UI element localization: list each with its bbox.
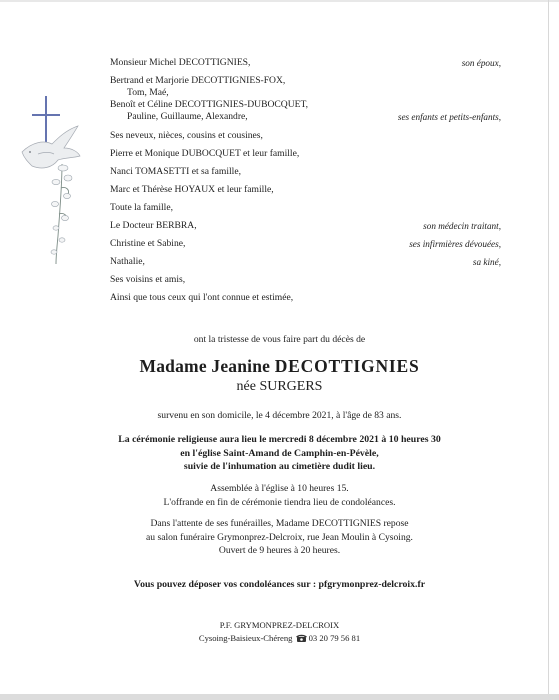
cross-dove-lily-icon — [18, 96, 88, 266]
ceremony-line: suivie de l'inhumation au cimetière dudit lieu. — [183, 461, 376, 472]
family-item: Benoît et Céline DECOTTIGNIES-DUBOCQUET, — [110, 99, 309, 110]
maiden-name: née SURGERS — [236, 379, 323, 394]
role-nurses: ses infirmières dévouées, — [409, 239, 501, 249]
deceased-first-name: Madame Jeanine — [139, 356, 271, 376]
family-item: Ses neveux, nièces, cousins et cousines, — [110, 130, 263, 141]
ceremony-block — [0, 433, 559, 474]
family-item: Pierre et Monique DUBOCQUET et leur famille, — [110, 148, 300, 159]
ceremony-line: La cérémonie religieuse aura lieu le mercredi 8 décembre 2021 à 10 heures 30 — [118, 434, 441, 445]
family-item: Bertrand et Marjorie DECOTTIGNIES-FOX, — [110, 75, 286, 86]
role-spouse: son époux, — [461, 58, 501, 68]
gathering-line: Assemblée à l'église à 10 heures 15. — [210, 483, 349, 494]
funeral-home-line: Dans l'attente de ses funérailles, Madame DECOTTIGNIES repose — [150, 518, 409, 529]
role-physio: sa kiné, — [472, 257, 501, 267]
dove-icon — [22, 126, 80, 168]
family-item: Marc et Thérèse HOYAUX et leur famille, — [110, 184, 274, 195]
death-details: survenu en son domicile, le 4 décembre 2021, à l'âge de 83 ans. — [157, 410, 402, 421]
deceased-surname: DECOTTIGNIES — [274, 356, 420, 376]
family-item: Pauline, Guillaume, Alexandre, — [127, 111, 248, 122]
page-edge-right — [548, 0, 549, 700]
page-edge-top — [0, 0, 559, 2]
family-item: Ses voisins et amis, — [110, 274, 186, 285]
ceremony-line: en l'église Saint-Amand de Camphin-en-Pévèle, — [180, 447, 379, 459]
page-edge-bottom — [0, 694, 559, 700]
family-item: Tom, Maé, — [127, 87, 169, 98]
funeral-home-line: Ouvert de 9 heures à 20 heures. — [218, 545, 341, 556]
company-phone: 03 20 79 56 81 — [308, 633, 361, 643]
company-contact — [0, 632, 559, 645]
condolences-notice: Vous pouvez déposer vos condoléances sur : pfgrymonprez-delcroix.fr — [133, 579, 426, 590]
company-footer — [0, 619, 559, 645]
family-item: Christine et Sabine, — [110, 238, 186, 249]
family-item: Monsieur Michel DECOTTIGNIES, — [110, 57, 251, 68]
family-item: Le Docteur BERBRA, — [110, 220, 197, 231]
company-name: P.F. GRYMONPREZ-DELCROIX — [219, 620, 340, 630]
family-item: Ainsi que tous ceux qui l'ont connue et estimée, — [110, 292, 294, 303]
funeral-home-line: au salon funéraire Grymonprez-Delcroix, rue Jean Moulin à Cysoing. — [146, 531, 413, 543]
deceased-name — [0, 356, 559, 377]
funeral-home-block — [0, 517, 559, 558]
family-item: Toute la famille, — [110, 202, 173, 213]
telephone-icon — [296, 634, 307, 642]
family-item: Nanci TOMASETTI et sa famille, — [110, 166, 241, 177]
announcement-intro: ont la tristesse de vous faire part du décès de — [193, 334, 366, 345]
role-children: ses enfants et petits-enfants, — [397, 112, 501, 122]
gathering-block — [0, 482, 559, 509]
gathering-line: L'offrande en fin de cérémonie tiendra lieu de condoléances. — [163, 496, 396, 508]
role-doctor: son médecin traitant, — [423, 221, 501, 231]
family-item: Nathalie, — [110, 256, 145, 267]
company-location: Cysoing-Baisieux-Chéreng — [198, 633, 293, 643]
